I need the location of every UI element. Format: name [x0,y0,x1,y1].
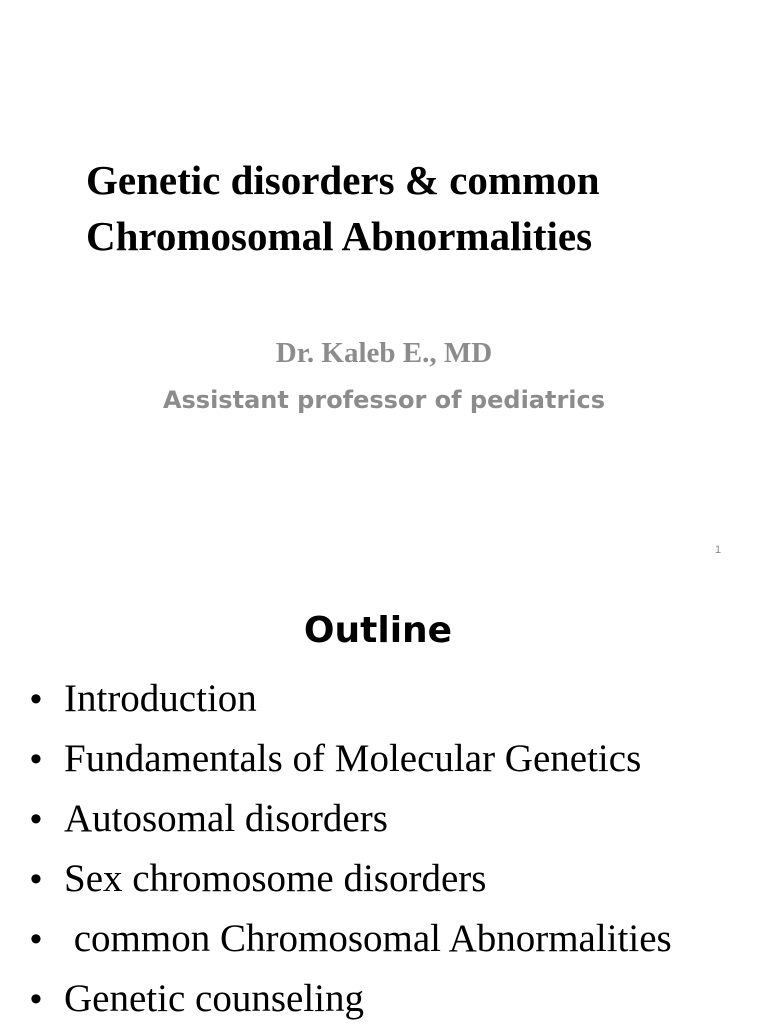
outline-bullet-text: Genetic counseling [64,977,364,1020]
slide-title-line-1: Genetic disorders & common [86,157,600,203]
bullet-icon: • [30,800,42,838]
outline-bullet-text: Fundamentals of Molecular Genetics [64,737,642,780]
outline-bullet-text: Introduction [64,677,257,720]
outline-title: Outline [303,610,453,651]
author-role: Assistant professor of pediatrics [162,386,606,414]
bullet-icon: • [30,920,42,958]
outline-bullet-text: Sex chromosome disorders [64,857,487,900]
outline-bullet-text: Autosomal disorders [64,797,388,840]
bullet-icon: • [30,980,42,1018]
bullet-icon: • [30,740,42,778]
bullet-icon: • [30,680,42,718]
slide-number: 1 [715,544,722,556]
outline-bullet-text: common Chromosomal Abnormalities [64,917,672,960]
bullet-icon: • [30,860,42,898]
slide-title-line-2: Chromosomal Abnormalities [86,213,593,259]
author-name: Dr. Kaleb E., MD [275,337,493,369]
outline-slide [0,576,768,1024]
